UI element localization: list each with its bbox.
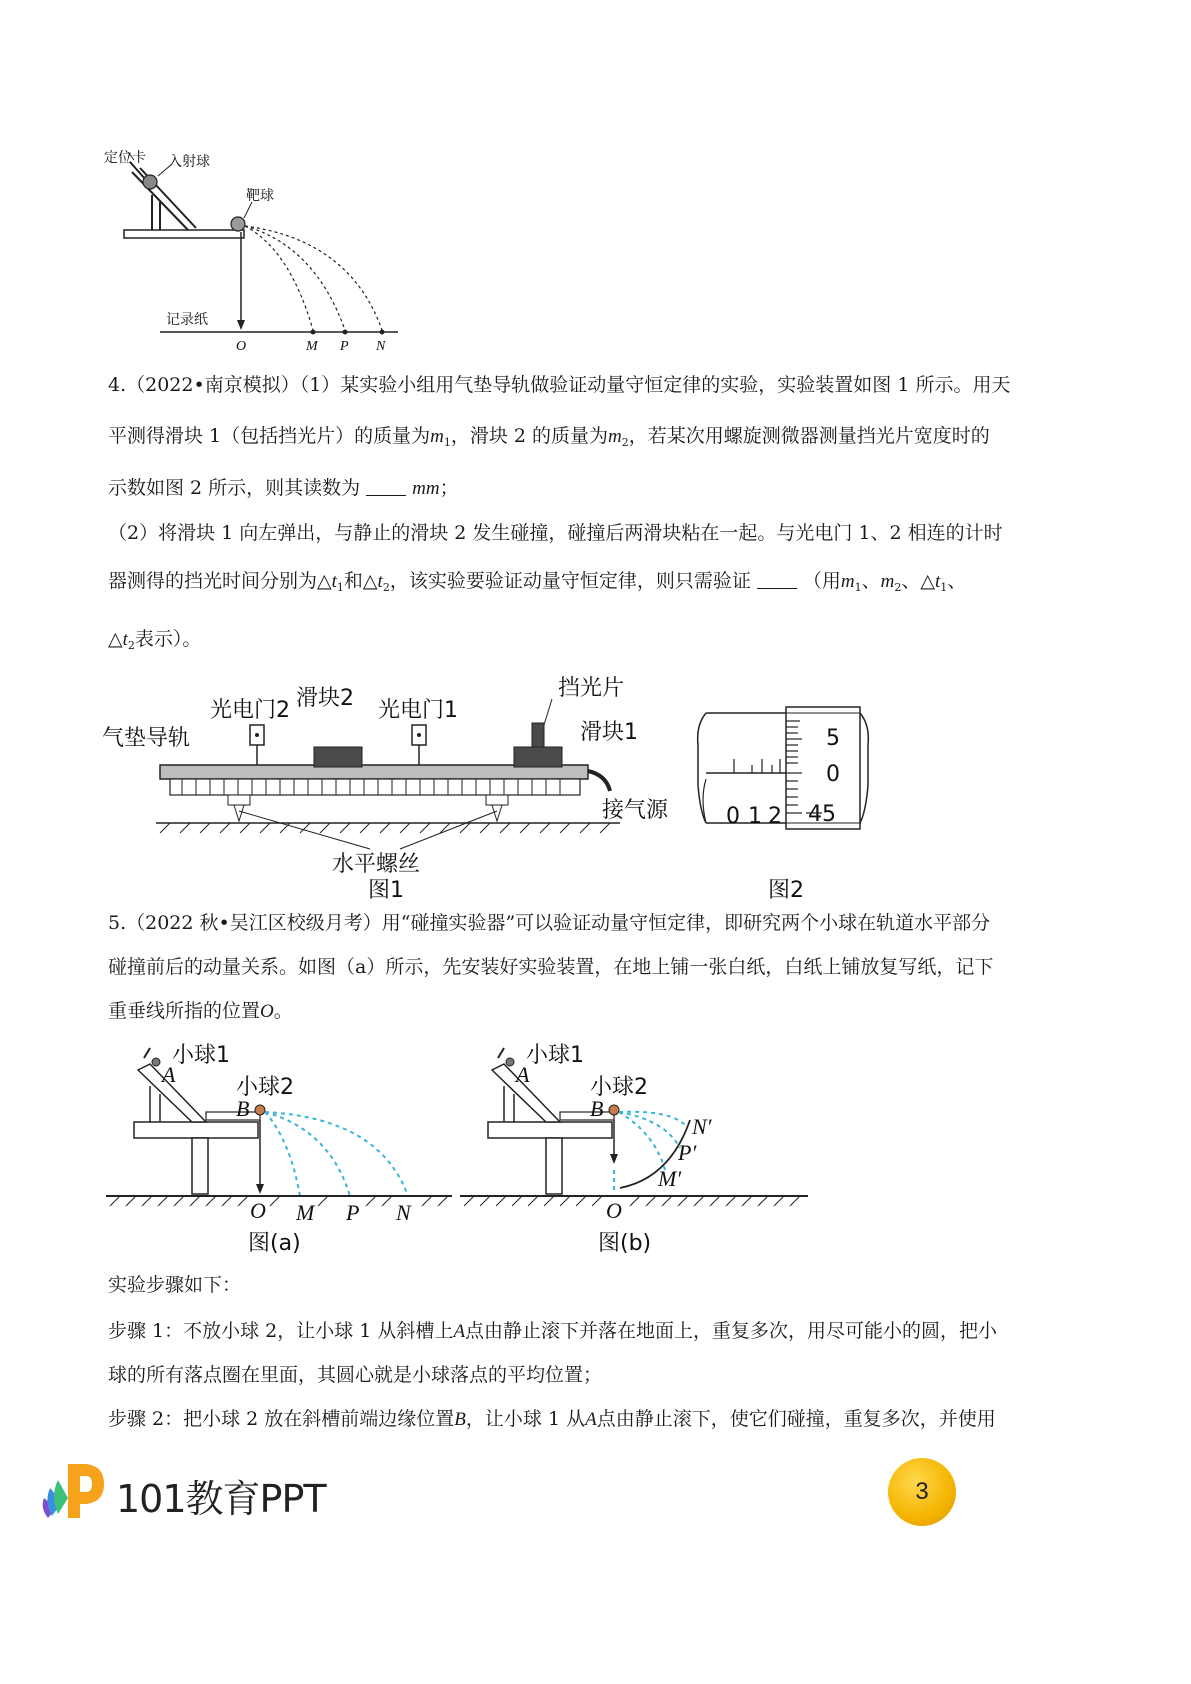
q4-line-3: 示数如图 2 所示，则其读数为 mm； <box>108 477 459 499</box>
micrometer-scale-45: 45 <box>808 802 836 827</box>
q4-line-1: 4.（2022•南京模拟）（1）某实验小组用气垫导轨做验证动量守恒定律的实验，实验装置如图 1 所示。用天 <box>108 374 1011 396</box>
b-label-Mp: M′ <box>658 1166 682 1191</box>
a-label-M: M <box>296 1200 315 1225</box>
b-label-B: B <box>590 1096 604 1121</box>
micrometer-scale-0: 0 <box>826 762 840 787</box>
main-scale-0: 0 <box>726 804 740 829</box>
q5-line-1: 5.（2022 秋•吴江区校级月考）用“碰撞实验器”可以验证动量守恒定律，即研究两个小球在轨道水平部分 <box>108 912 991 934</box>
a-label-O: O <box>250 1198 266 1223</box>
label-shutter: 挡光片 <box>558 676 625 701</box>
b-label-ball2: 小球2 <box>590 1075 648 1100</box>
figure-air-track-and-micrometer <box>100 665 900 905</box>
figure-a <box>106 1043 452 1256</box>
label-level-screw: 水平螺丝 <box>332 852 421 877</box>
caption-fig1: 图1 <box>368 878 404 903</box>
label-positioning-card: 定位卡 <box>104 150 146 166</box>
step-2-line-1: 步骤 2：把小球 2 放在斜槽前端边缘位置B，让小球 1 从A点由静止滚下，使它们碰撞，重复多次，并使用 <box>108 1408 996 1430</box>
a-label-ball1: 小球1 <box>172 1043 230 1068</box>
brand-logo-icon <box>38 1458 106 1524</box>
label-air-track: 气垫导轨 <box>102 726 191 751</box>
label-O: O <box>236 339 247 354</box>
a-label-B: B <box>236 1096 250 1121</box>
incident-ball <box>143 175 157 189</box>
q4-line-4: （2）将滑块 1 向左弹出，与静止的滑块 2 发生碰撞，碰撞后两滑块粘在一起。与光电门 1、2 相连的计时 <box>108 522 1003 544</box>
a-label-P: P <box>346 1200 360 1225</box>
b-label-Pp: P′ <box>678 1140 697 1165</box>
a-label-N: N <box>396 1200 411 1225</box>
page-number: 3 <box>915 1478 929 1505</box>
a-label-ball2: 小球2 <box>236 1075 294 1100</box>
q4-line-5: 器测得的挡光时间分别为$\triangle t_1$和$\triangle t_2$，该实验要验证动量守恒定律，则只需验证 （用$m_1$、$m_2$、$\triangle t_1$、 <box>108 570 967 594</box>
steps-intro: 实验步骤如下： <box>108 1274 242 1296</box>
b-label-Np: N′ <box>692 1114 712 1139</box>
step-1-line-2: 球的所有落点圈在里面，其圆心就是小球落点的平均位置； <box>108 1364 603 1386</box>
caption-a: 图(a) <box>248 1231 301 1256</box>
figure-projectile-apparatus <box>100 140 420 360</box>
main-scale-1: 1 <box>748 804 762 829</box>
label-slider-2: 滑块2 <box>296 686 354 711</box>
q5-line-2: 碰撞前后的动量关系。如图（a）所示，先安装好实验装置，在地上铺一张白纸，白纸上铺放复写纸，记下 <box>108 956 994 978</box>
label-gate-2: 光电门2 <box>210 698 290 723</box>
label-slider-1: 滑块1 <box>580 720 638 745</box>
q5-line-3: 重垂线所指的位置O。 <box>108 1000 293 1022</box>
slider-2 <box>314 747 362 767</box>
q4-line-6: $\triangle t_2$表示）。 <box>108 628 202 652</box>
micrometer <box>698 707 869 829</box>
footer-brand <box>38 1458 338 1528</box>
q4-line-2: 平测得滑块 1（包括挡光片）的质量为$m_1$，滑块 2 的质量为$m_2$，若某次用螺旋测微器测量挡光片宽度时的 <box>108 425 990 449</box>
target-ball <box>231 217 245 231</box>
micrometer-scale-5: 5 <box>826 726 840 751</box>
page-number-badge <box>888 1458 956 1526</box>
a-label-A: A <box>162 1062 176 1087</box>
label-record-paper: 记录纸 <box>166 312 208 328</box>
light-shutter <box>532 723 544 747</box>
answer-blank-1 <box>366 477 406 496</box>
label-gate-1: 光电门1 <box>378 698 458 723</box>
label-P: P <box>340 339 349 354</box>
figure-b <box>460 1043 808 1256</box>
b-label-ball1: 小球1 <box>526 1043 584 1068</box>
figure-collision-apparatus <box>100 1030 820 1260</box>
label-M: M <box>306 339 318 354</box>
brand-text: 101教育PPT <box>116 1477 326 1521</box>
main-scale-2: 2 <box>768 804 782 829</box>
table-top <box>124 230 244 238</box>
caption-fig2: 图2 <box>768 878 804 903</box>
label-N: N <box>376 339 386 354</box>
step-1-line-1: 步骤 1：不放小球 2，让小球 1 从斜槽上A点由静止滚下并落在地面上，重复多次，用尽可能小的圆，把小 <box>108 1320 998 1342</box>
label-incident-ball: 入射球 <box>168 154 210 170</box>
answer-blank-2 <box>757 570 797 589</box>
b-label-O: O <box>606 1198 622 1223</box>
caption-b: 图(b) <box>598 1231 652 1256</box>
b-label-A: A <box>516 1062 530 1087</box>
label-target-ball: 靶球 <box>246 188 274 204</box>
slider-1 <box>514 747 562 767</box>
label-air-source: 接气源 <box>602 798 669 823</box>
